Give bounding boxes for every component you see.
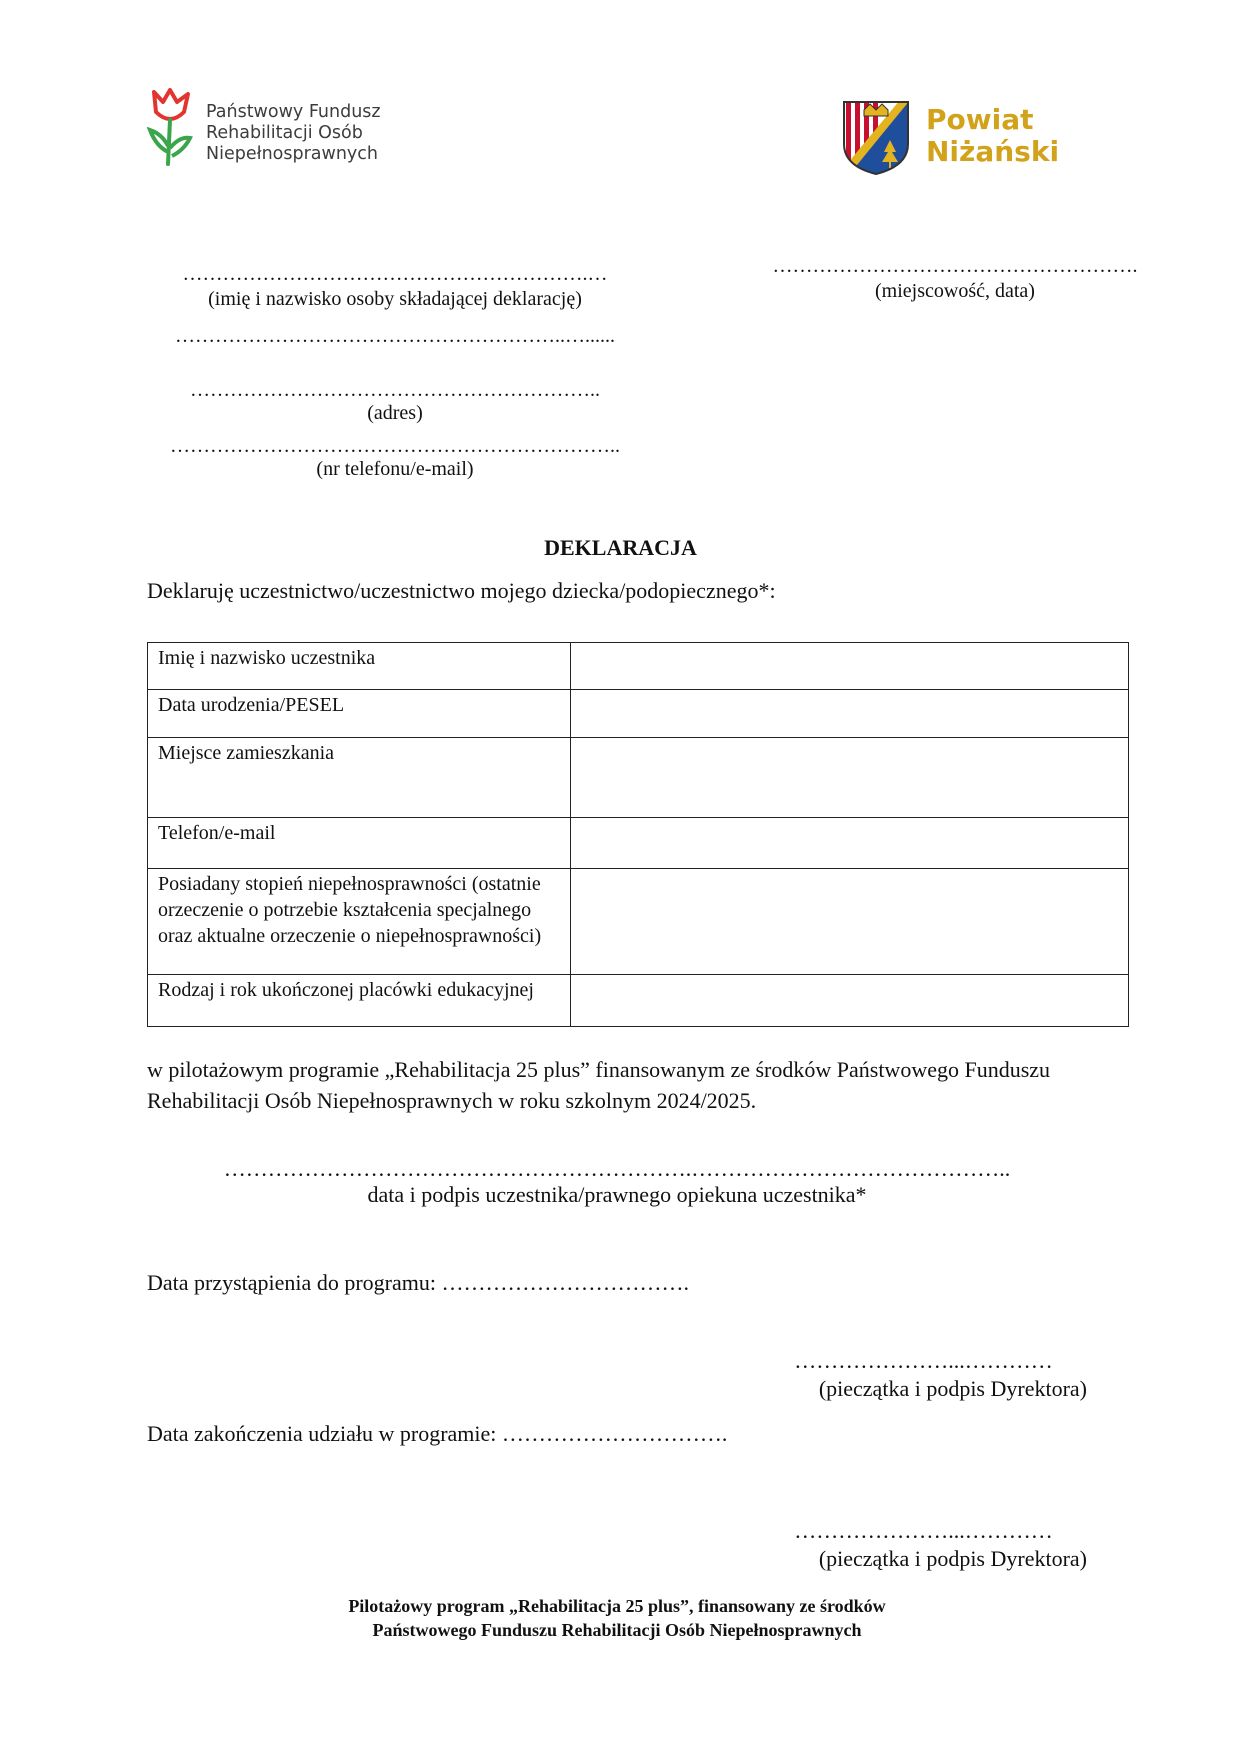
row-label: Rodzaj i rok ukończonej placówki edukacyjnej — [148, 975, 571, 1027]
intro-text: Deklaruję uczestnictwo/uczestnictwo mojego dziecka/podopiecznego*: — [147, 578, 776, 603]
table-row — [148, 690, 1129, 738]
footer-note — [147, 1594, 1087, 1643]
powiat-logo — [842, 100, 1062, 180]
table-row — [148, 643, 1129, 690]
director-2-caption: (pieczątka i podpis Dyrektora) — [818, 1546, 1087, 1571]
pfron-logo — [146, 86, 446, 172]
program-text: w pilotażowym programie „Rehabilitacja 25 plus” finansowanym ze środków Państwowego Funduszu Rehabilitacji Osób Niepełnosprawnych w roku szkolnym 2024/2025. — [147, 1057, 1051, 1113]
name-dots: …………………………………………………….… — [182, 263, 608, 285]
tulip-logo-icon — [146, 86, 194, 166]
address-caption: (adres) — [367, 402, 423, 424]
director-signature-1 — [760, 1350, 1087, 1402]
row-label: Telefon/e-mail — [148, 818, 571, 869]
pfron-logo-line-3: Niepełnosprawnych — [206, 144, 378, 164]
director-1-caption: (pieczątka i podpis Dyrektora) — [818, 1376, 1087, 1401]
pfron-logo-line-1: Państwowy Fundusz — [206, 102, 381, 122]
join-date-label: Data przystąpienia do programu: — [147, 1270, 436, 1295]
end-date-dots: …………………………. — [501, 1421, 728, 1446]
document-title: DEKLARACJA — [544, 535, 697, 560]
row-label: Imię i nazwisko uczestnika — [148, 643, 571, 690]
table-row — [148, 975, 1129, 1027]
address-dots-1: …………………………………………………..…...... — [175, 325, 615, 347]
join-date-dots: ……………………………. — [441, 1270, 689, 1295]
end-date-label: Data zakończenia udziału w programie: — [147, 1421, 497, 1446]
row-value[interactable] — [571, 869, 1129, 975]
powiat-logo-line-2: Niżański — [926, 135, 1060, 168]
coat-of-arms-icon — [842, 100, 910, 176]
table-row — [148, 818, 1129, 869]
row-value[interactable] — [571, 738, 1129, 818]
director-signature-2 — [760, 1520, 1087, 1572]
participant-table — [147, 642, 1129, 1027]
director-1-dots: …………………...………… — [794, 1348, 1053, 1373]
place-date-block — [760, 256, 1150, 303]
pfron-logo-line-2: Rehabilitacji Osób — [206, 123, 363, 143]
name-caption: (imię i nazwisko osoby składającej deklarację) — [208, 288, 582, 310]
director-2-dots: …………………...………… — [794, 1518, 1053, 1543]
signature-block — [147, 1158, 1087, 1208]
end-date-line — [147, 1419, 727, 1450]
row-label: Data urodzenia/PESEL — [148, 690, 571, 738]
row-value[interactable] — [571, 975, 1129, 1027]
row-label: Posiadany stopień niepełnosprawności (ostatnie orzeczenie o potrzebie kształcenia specjalnego oraz aktualne orzeczenie o niepełnosprawności) — [148, 869, 571, 975]
signature-caption: data i podpis uczestnika/prawnego opiekuna uczestnika* — [367, 1182, 867, 1207]
row-value[interactable] — [571, 818, 1129, 869]
place-dots: ………………………………………………. — [772, 255, 1138, 277]
footer-line-1: Pilotażowy program „Rehabilitacja 25 plus”, finansowany ze środków — [348, 1596, 886, 1616]
powiat-logo-line-1: Powiat — [926, 103, 1034, 136]
row-value[interactable] — [571, 643, 1129, 690]
address-dots-2: …………………………………………………….. — [190, 379, 600, 401]
table-row — [148, 869, 1129, 975]
row-label: Miejsce zamieszkania — [148, 738, 571, 818]
join-date-line — [147, 1268, 689, 1299]
table-row — [148, 738, 1129, 818]
phone-dots: ………………………………………………………….. — [170, 435, 620, 457]
place-caption: (miejscowość, data) — [875, 280, 1035, 302]
signature-dots: ……………………………………………………….…………………………………….. — [223, 1156, 1011, 1181]
applicant-block — [140, 264, 650, 311]
row-value[interactable] — [571, 690, 1129, 738]
phone-caption: (nr telefonu/e-mail) — [316, 458, 474, 480]
footer-line-2: Państwowego Funduszu Rehabilitacji Osób Niepełnosprawnych — [372, 1620, 862, 1641]
